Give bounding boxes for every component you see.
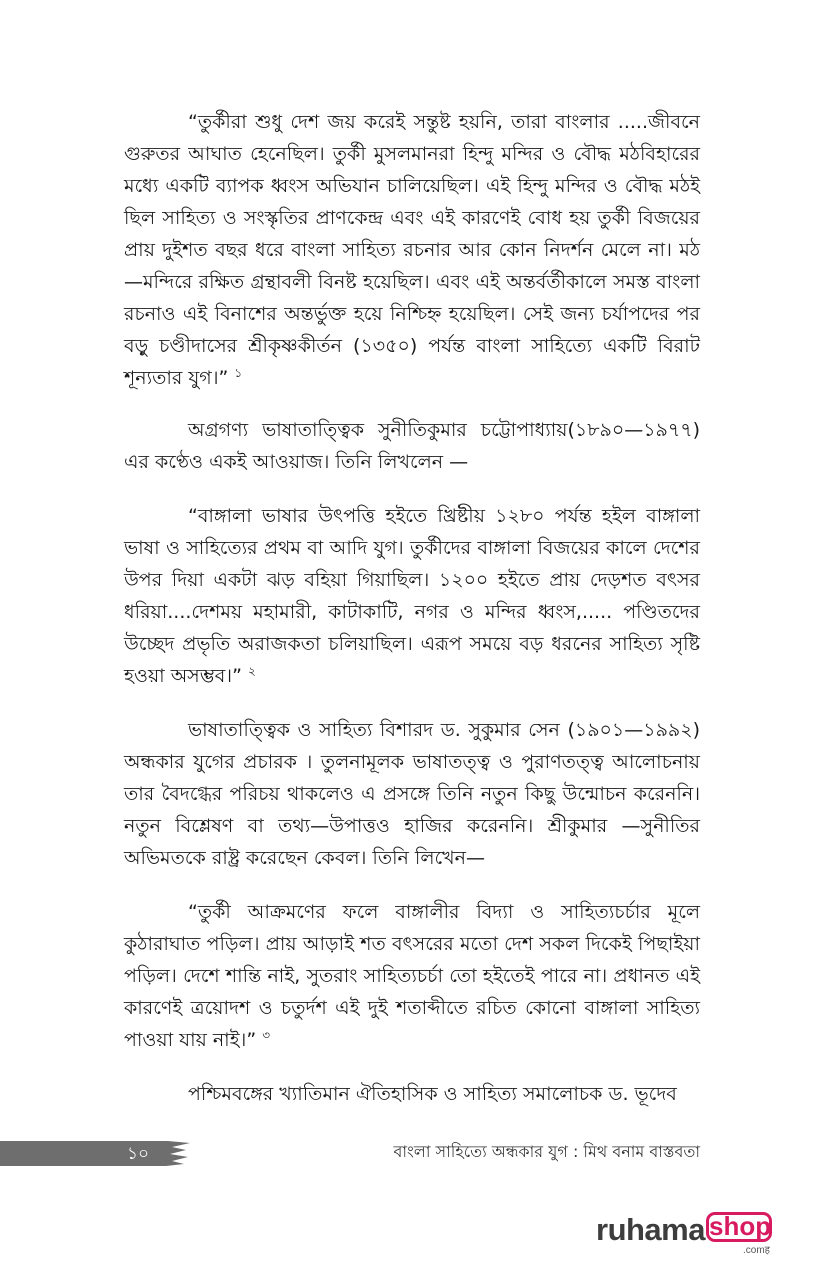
logo-domain-text: .comह	[743, 1245, 770, 1256]
logo-shop-text: shop	[709, 1211, 772, 1241]
footnote-marker-3[interactable]: ৩	[262, 1027, 271, 1042]
body-paragraph-4-text: ভাষাতাত্ত্বিক ও সাহিত্য বিশারদ ড. সুকুমার সেন (১৯০১—১৯৯২) অন্ধকার যুগের প্রচারক । তুলনামূলক ভাষাতত্ত্ব ও পুরাণতত্ত্ব আলোচনায় তার বৈদগ্ধের পরিচয় থাকলেও এ প্রসঙ্গে তিনি নতুন কিছু উন্মোচন করেননি। নতুন বিশ্লেষণ বা তথ্য—উপাত্তও হাজির করেননি। শ্রীকুমার —সুনীতির অভিমতকে রাষ্ট্র করেছেন কেবল। তিনি লিখেন—	[124, 719, 700, 869]
logo-ruhama-text: ruhama	[596, 1212, 705, 1247]
body-paragraph-2	[124, 414, 700, 478]
ruhamashop-logo[interactable]	[596, 1210, 776, 1254]
logo-shop-badge	[706, 1212, 772, 1242]
page-number: ১০	[126, 1144, 150, 1164]
footer-band	[0, 1141, 190, 1166]
body-paragraph-6	[124, 1078, 700, 1110]
page-body	[124, 106, 700, 1110]
torn-band-shape	[0, 1141, 190, 1166]
quote-paragraph-3	[124, 500, 700, 692]
quote-paragraph-5-text: “তুর্কী আক্রমণের ফলে বাঙ্গালীর বিদ্যা ও সাহিত্যচর্চার মূলে কুঠারাঘাত পড়িল। প্রায় আড়াই শত বৎসরের মতো দেশ সকল দিকেই পিছাইয়া পড়িল। দেশে শান্তি নাই, সুতরাং সাহিত্যচর্চা তো হইতেই পারে না। প্রধানত এই কারণেই ত্রয়োদশ ও চতুর্দশ এই দুই শতাব্দীতে রচিত কোনো বাঙ্গালা সাহিত্য পাওয়া যায় নাই।”	[124, 901, 700, 1051]
quote-paragraph-3-text: “বাঙ্গালা ভাষার উৎপত্তি হইতে খ্রিষ্টীয় ১২৮০ পর্যন্ত হইল বাঙ্গালা ভাষা ও সাহিত্যের প্রথম বা আদি যুগ। তুর্কীদের বাঙ্গালা বিজয়ের কালে দেশের উপর দিয়া একটা ঝড় বহিয়া গিয়াছিল। ১২০০ হইতে প্রায় দেড়শত বৎসর ধরিয়া....দেশময় মহামারী, কাটাকাটি, নগর ও মন্দির ধ্বংস,..... পণ্ডিতদের উচ্ছেদ প্রভৃতি অরাজকতা চলিয়াছিল। এরূপ সময়ে বড় ধরনের সাহিত্য সৃষ্টি হওয়া অসম্ভব।”	[124, 505, 700, 687]
quote-paragraph-5	[124, 896, 700, 1056]
quote-paragraph-1-text: “তুর্কীরা শুধু দেশ জয় করেই সন্তুষ্ট হয়নি, তারা বাংলার .....জীবনে গুরুতর আঘাত হেনেছিল। তুর্কী মুসলমানরা হিন্দু মন্দির ও বৌদ্ধ মঠবিহারের মধ্যে একটি ব্যাপক ধ্বংস অভিযান চালিয়েছিল। এই হিন্দু মন্দির ও বৌদ্ধ মঠই ছিল সাহিত্য ও সংস্কৃতির প্রাণকেন্দ্র এবং এই কারণেই বোধ হয় তুর্কী বিজয়ের প্রায় দুইশত বছর ধরে বাংলা সাহিত্য রচনার আর কোন নিদর্শন মেলে না। মঠ—মন্দিরে রক্ষিত গ্রন্থাবলী বিনষ্ট হয়েছিল। এবং এই অন্তর্বর্তীকালে সমস্ত বাংলা রচনাও এই বিনাশের অন্তর্ভুক্ত হয়ে নিশ্চিহ্ন হয়েছিল। সেই জন্য চর্যাপদের পর বড়ু চণ্ডীদাসের শ্রীকৃষ্ণকীর্তন (১৩৫০) পর্যন্ত বাংলা সাহিত্যে একটি বিরাট শূন্যতার যুগ।”	[124, 111, 700, 389]
body-paragraph-6-text: পশ্চিমবঙ্গের খ্যাতিমান ঐতিহাসিক ও সাহিত্য সমালোচক ড. ভূদেব	[188, 1083, 677, 1105]
body-paragraph-4	[124, 714, 700, 874]
body-paragraph-2-text: অগ্রগণ্য ভাষাতাত্ত্বিক সুনীতিকুমার চট্টোপাধ্যায়(১৮৯০—১৯৭৭) এর কণ্ঠেও একই আওয়াজ। তিনি লিখলেন —	[124, 419, 700, 473]
footnote-marker-2[interactable]: ২	[247, 663, 256, 678]
footnote-marker-1[interactable]: ১	[234, 365, 243, 380]
quote-paragraph-1	[124, 106, 700, 394]
running-title: বাংলা সাহিত্যে অন্ধকার যুগ : মিথ বনাম বাস্তবতা	[393, 1142, 700, 1161]
